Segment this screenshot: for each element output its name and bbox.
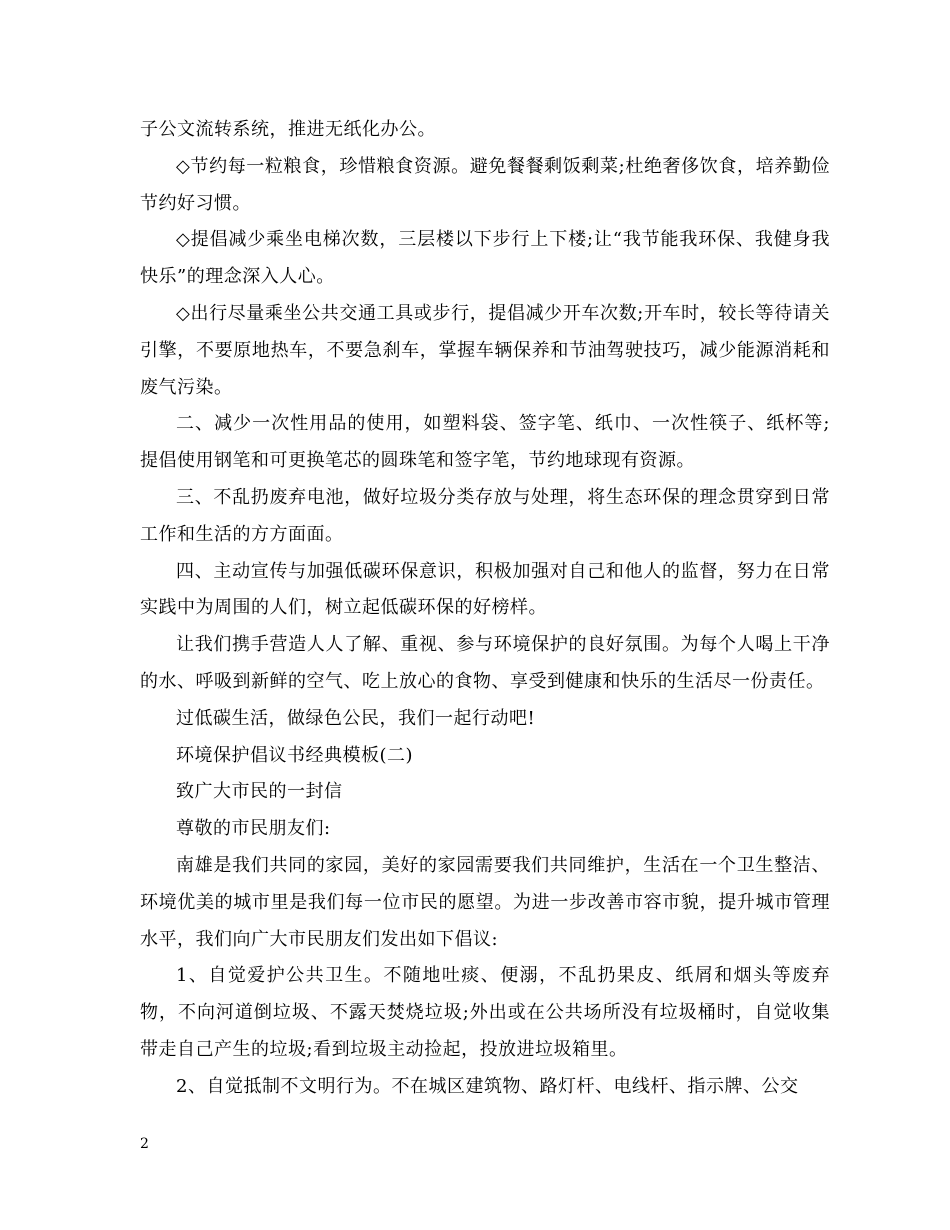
paragraph: ◇提倡减少乘坐电梯次数，三层楼以下步行上下楼;让“我节能我环保、我健身我快乐”的理念深入人心。 [140,229,830,288]
paragraph: 尊敬的市民朋友们: [176,818,331,840]
paragraph: 2、自觉抵制不文明行为。不在城区建筑物、路灯杆、电线杆、指示牌、公交 [176,1075,799,1097]
document-body [140,112,830,1106]
paragraph: 二、减少一次性用品的使用，如塑料袋、签字笔、纸巾、一次性筷子、纸杯等;提倡使用钢笔和可更换笔芯的圆珠笔和签字笔，节约地球现有资源。 [140,413,830,472]
paragraph: 过低碳生活，做绿色公民，我们一起行动吧! [176,707,536,729]
paragraph: 三、不乱扔废弃电池，做好垃圾分类存放与处理，将生态环保的理念贯穿到日常工作和生活的方方面面。 [140,486,830,545]
paragraph: 南雄是我们共同的家园，美好的家园需要我们共同维护，生活在一个卫生整洁、环境优美的城市里是我们每一位市民的愿望。为进一步改善市容市貌，提升城市管理水平，我们向广大市民朋友们发出如下倡议: [140,854,830,950]
paragraph: 让我们携手营造人人了解、重视、参与环境保护的良好氛围。为每个人喝上干净的水、呼吸到新鲜的空气、吃上放心的食物、享受到健康和快乐的生活尽一份责任。 [140,634,830,692]
paragraph: 四、主动宣传与加强低碳环保意识，积极加强对自己和他人的监督，努力在日常实践中为周围的人们，树立起低碳环保的好榜样。 [140,560,830,619]
paragraph: 1、自觉爱护公共卫生。不随地吐痰、便溺，不乱扔果皮、纸屑和烟头等废弃物，不向河道倒垃圾、不露天焚烧垃圾;外出或在公共场所没有垃圾桶时，自觉收集带走自己产生的垃圾;看到垃圾主动捡起，投放进垃圾箱里。 [140,965,830,1060]
paragraph: 致广大市民的一封信 [176,781,343,803]
paragraph: 子公文流转系统，推进无纸化办公。 [140,119,436,140]
paragraph: 环境保护倡议书经典模板(二) [176,744,414,766]
paragraph: ◇节约每一粒粮食，珍惜粮食资源。避免餐餐剩饭剩菜;杜绝奢侈饮食，培养勤俭节约好习惯。 [140,155,830,214]
paragraph: ◇出行尽量乘坐公共交通工具或步行，提倡减少开车次数;开车时，较长等待请关引擎，不要原地热车，不要急刹车，掌握车辆保养和节油驾驶技巧，减少能源消耗和废气污染。 [140,302,830,398]
page-number: 2 [140,1136,149,1152]
